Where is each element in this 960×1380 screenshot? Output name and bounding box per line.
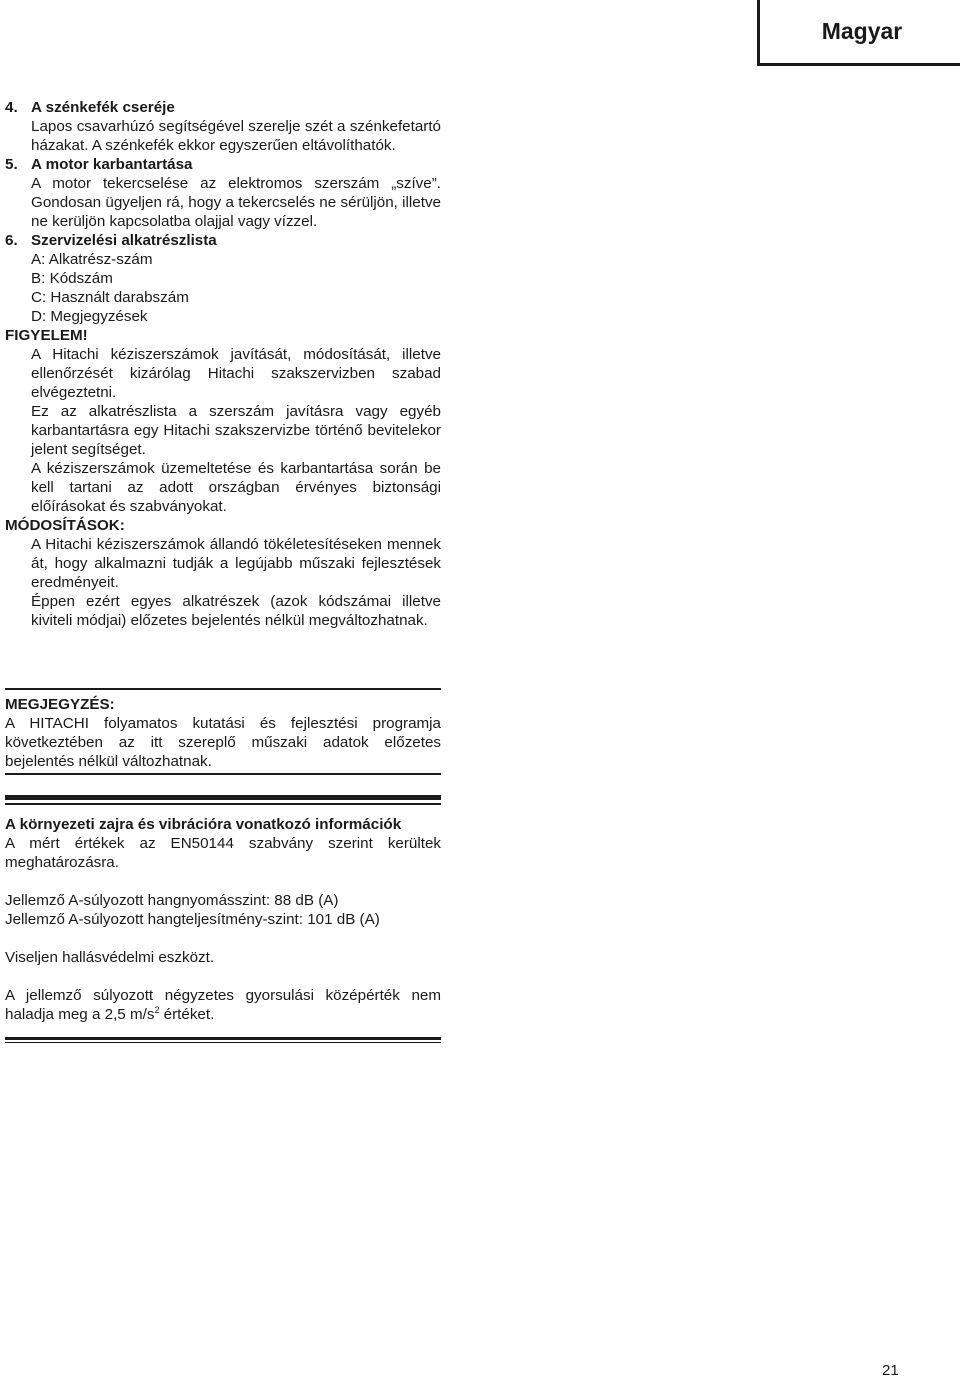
warning-heading: FIGYELEM! xyxy=(5,327,88,344)
bottom-rule-thin xyxy=(5,1042,441,1043)
noise-heading: A környezeti zajra és vibrációra vonatkozó információk xyxy=(5,816,402,833)
item-5-title: 5. A motor karbantartása xyxy=(5,156,193,173)
sound-power-value: Jellemző A-súlyozott hangteljesítmény-szint: 101 dB (A) xyxy=(5,911,380,928)
thick-divider-rule xyxy=(5,795,441,800)
modifications-paragraph: Éppen ezért egyes alkatrészek (azok kódszámai illetve kiviteli módjai) előzetes bejelentés nélkül megváltozhatnak. xyxy=(31,593,441,629)
bottom-rule xyxy=(5,1037,441,1040)
item-5-text: A motor tekercselése az elektromos szerszám „szíve”. Gondosan ügyeljen rá, hogy a tekercselés ne sérüljön, illetve ne kerüljön kapcsolatba olajjal vagy vízzel. xyxy=(31,175,441,230)
hearing-protection-note: Viseljen hallásvédelmi eszközt. xyxy=(5,949,215,966)
parts-list-item: D: Megjegyzések xyxy=(31,308,148,325)
item-4-title: 4. A szénkefék cseréje xyxy=(5,99,175,116)
noise-section xyxy=(5,815,441,1024)
page-number: 21 xyxy=(882,1362,899,1379)
modifications-paragraph: A Hitachi kéziszerszámok állandó tökéletesítéseken mennek át, hogy alkalmazni tudják a legújabb műszaki fejlesztések eredményeit. xyxy=(31,536,441,591)
parts-list-item: B: Kódszám xyxy=(31,270,113,287)
warning-paragraph: A kéziszerszámok üzemeltetése és karbantartása során be kell tartani az adott országban érvényes biztonsági előírásokat és szabványokat. xyxy=(31,460,441,515)
divider-rule xyxy=(5,773,441,775)
note-text: A HITACHI folyamatos kutatási és fejlesztési programja következtében az itt szereplő műszaki adatok előzetes bejelentés nélkül változhatnak. xyxy=(5,715,441,770)
vibration-text: A jellemző súlyozott négyzetes gyorsulási középérték nem haladja meg a 2,5 $m/s^2$ értéket. xyxy=(5,987,441,1023)
divider-rule xyxy=(5,803,441,805)
noise-intro: A mért értékek az EN50144 szabvány szerint kerültek meghatározásra. xyxy=(5,835,441,871)
divider-rule xyxy=(5,688,441,690)
warning-paragraph: Ez az alkatrészlista a szerszám javításra vagy egyéb karbantartásra egy Hitachi szakszervizbe történő bevitelekor jelent segítséget. xyxy=(31,403,441,458)
modifications-heading: MÓDOSÍTÁSOK: xyxy=(5,517,125,534)
parts-list-item: A: Alkatrész-szám xyxy=(31,251,153,268)
parts-list-item: C: Használt darabszám xyxy=(31,289,189,306)
note-section xyxy=(5,695,441,771)
warning-paragraph: A Hitachi kéziszerszámok javítását, módosítását, illetve ellenőrzését kizárólag Hitachi szakszervizben szabad elvégeztetni. xyxy=(31,346,441,401)
maintenance-section xyxy=(5,98,441,630)
sound-pressure-value: Jellemző A-súlyozott hangnyomásszint: 88 dB (A) xyxy=(5,892,339,909)
language-tab xyxy=(757,0,960,66)
note-heading: MEGJEGYZÉS: xyxy=(5,696,115,713)
item-4-text: Lapos csavarhúzó segítségével szerelje szét a szénkefetartó házakat. A szénkefék ekkor egyszerűen eltávolíthatók. xyxy=(31,118,441,154)
item-6-title: 6. Szervizelési alkatrészlista xyxy=(5,232,217,249)
language-label: Magyar xyxy=(821,18,903,44)
